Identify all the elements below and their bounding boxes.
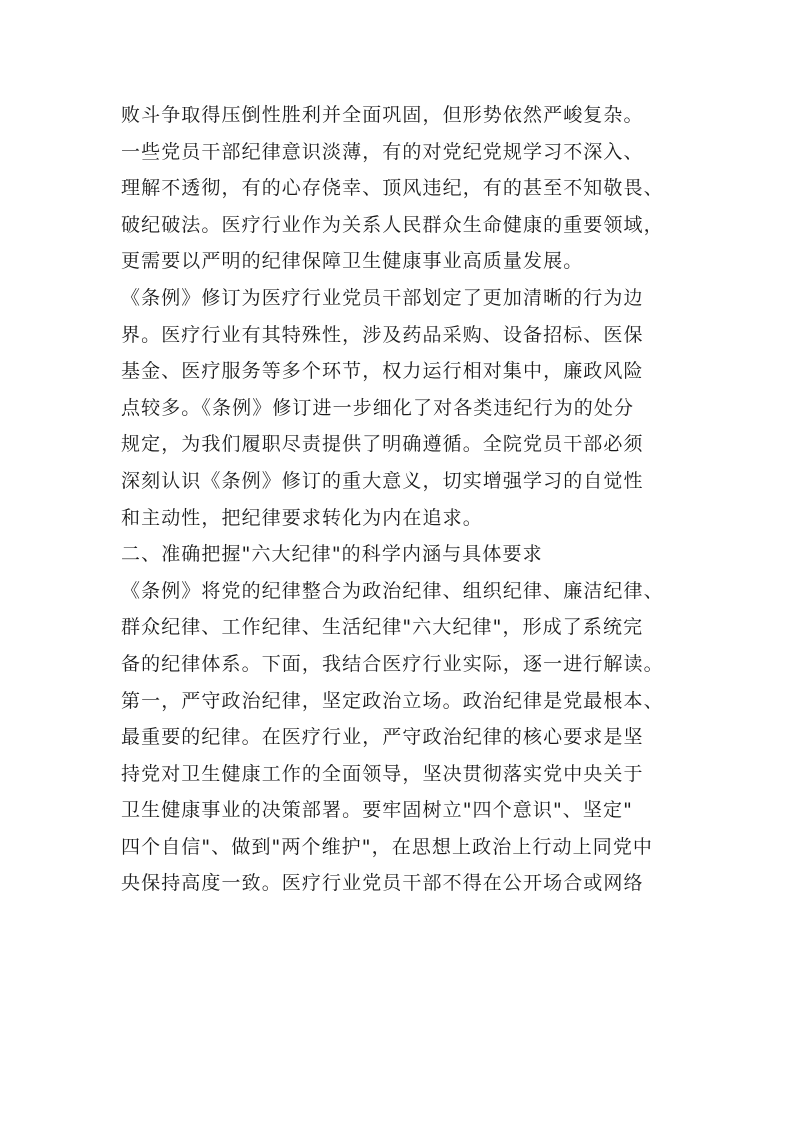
text-line: 破纪破法。医疗行业作为关系人民群众生命健康的重要领域，: [121, 213, 664, 236]
text-line: 卫生健康事业的决策部署。要牢固树立"四个意识"、坚定": [121, 799, 633, 822]
text-line: 一些党员干部纪律意识淡薄，有的对党纪党规学习不深入、: [121, 140, 644, 163]
text-line: 四个自信"、做到"两个维护"，在思想上政治上行动上同党中: [121, 835, 654, 858]
text-line: 第一，严守政治纪律，坚定政治立场。政治纪律是党最根本、: [121, 689, 664, 712]
text-line: 央保持高度一致。医疗行业党员干部不得在公开场合或网络: [121, 872, 644, 895]
text-line: 最重要的纪律。在医疗行业，严守政治纪律的核心要求是坚: [121, 726, 644, 749]
text-line: 持党对卫生健康工作的全面领导，坚决贯彻落实党中央关于: [121, 762, 644, 785]
text-line: 理解不透彻，有的心存侥幸、顶风违纪，有的甚至不知敬畏、: [121, 177, 664, 200]
text-line: 点较多。《条例》修订进一步细化了对各类违纪行为的处分: [121, 396, 635, 419]
section-heading: 二、准确把握"六大纪律"的科学内涵与具体要求: [121, 543, 543, 566]
text-line: 和主动性，把纪律要求转化为内在追求。: [121, 506, 483, 529]
text-line: 备的纪律体系。下面，我结合医疗行业实际，逐一进行解读。: [121, 652, 664, 675]
text-line: 基金、医疗服务等多个环节，权力运行相对集中，廉政风险: [121, 360, 644, 383]
text-line: 《条例》修订为医疗行业党员干部划定了更加清晰的行为边: [121, 286, 644, 309]
text-line: 败斗争取得压倒性胜利并全面巩固，但形势依然严峻复杂。: [121, 104, 644, 126]
text-line: 深刻认识《条例》修订的重大意义，切实增强学习的自觉性: [121, 469, 644, 492]
document-body: [121, 97, 681, 902]
text-line: 《条例》将党的纪律整合为政治纪律、组织纪律、廉洁纪律、: [121, 579, 664, 602]
text-line: 群众纪律、工作纪律、生活纪律"六大纪律"，形成了系统完: [121, 616, 644, 639]
text-line: 更需要以严明的纪律保障卫生健康事业高质量发展。: [121, 250, 584, 273]
text-line: 规定，为我们履职尽责提供了明确遵循。全院党员干部必须: [121, 433, 644, 456]
text-line: 界。医疗行业有其特殊性，涉及药品采购、设备招标、医保: [121, 323, 644, 346]
